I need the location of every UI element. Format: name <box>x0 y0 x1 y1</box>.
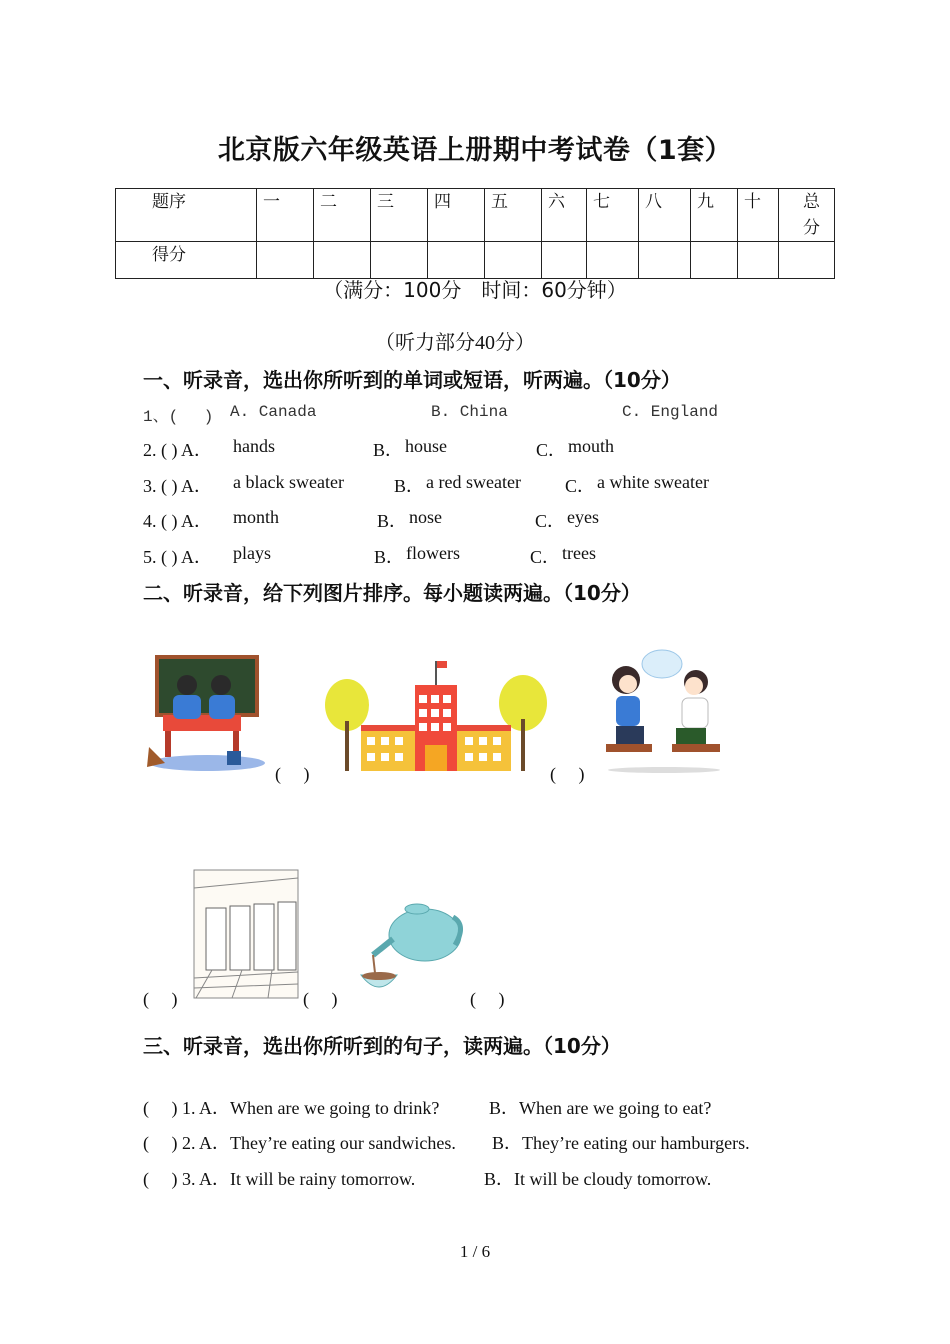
table-cell: 六 <box>542 189 587 242</box>
answer-blank-3[interactable]: ( ) <box>143 989 178 1009</box>
answer-blank-1[interactable]: ( ) <box>275 764 310 784</box>
q1-option-a: A. Canada <box>230 403 317 421</box>
table-cell: 得分 <box>116 242 257 279</box>
school-building-picture <box>325 655 547 775</box>
s3-q1-stem: ( ) 1. A．When are we going to drink? <box>143 1098 440 1118</box>
score-cell[interactable] <box>779 242 835 279</box>
q5-option-b: flowers <box>406 543 460 563</box>
score-cell[interactable] <box>371 242 428 279</box>
s3-q3-option-b: B．It will be cloudy tomorrow. <box>484 1169 712 1189</box>
table-cell: 四 <box>428 189 485 242</box>
table-cell: 九 <box>691 189 738 242</box>
restroom-picture <box>192 868 302 1002</box>
table-cell: 十 <box>738 189 779 242</box>
q2-option-a: hands <box>233 436 275 456</box>
q1-option-b: B. China <box>431 403 508 421</box>
score-table <box>115 188 835 279</box>
q1-stem: 1、( ) <box>143 408 214 426</box>
score-cell[interactable] <box>428 242 485 279</box>
score-cell[interactable] <box>587 242 639 279</box>
q3-option-b-label: B． <box>394 476 425 496</box>
q2-option-b: house <box>405 436 447 456</box>
q3-option-c: a white sweater <box>597 472 709 492</box>
table-cell: 七 <box>587 189 639 242</box>
score-cell[interactable] <box>314 242 371 279</box>
table-cell: 二 <box>314 189 371 242</box>
q4-option-a: month <box>233 507 280 527</box>
q5-stem: 5. ( ) A． <box>143 547 212 567</box>
q2-stem: 2. ( ) A． <box>143 440 212 460</box>
q4-option-b: nose <box>409 507 442 527</box>
q3-option-b: a red sweater <box>426 472 521 492</box>
q4-option-c: eyes <box>567 507 599 527</box>
score-cell[interactable] <box>257 242 314 279</box>
page-number: 1 / 6 <box>459 1242 491 1261</box>
q5-option-c-label: C． <box>530 547 561 567</box>
section2-heading: 二、听录音，给下列图片排序。每小题读两遍。（10分） <box>143 581 641 605</box>
table-cell: 一 <box>257 189 314 242</box>
q5-option-a: plays <box>233 543 271 563</box>
section1-heading: 一、听录音，选出你所听到的单词或短语，听两遍。（10分） <box>143 368 681 392</box>
table-row <box>116 242 835 279</box>
s3-q2-stem: ( ) 2. A．They’re eating our sandwiches. <box>143 1133 456 1153</box>
teapot-picture <box>355 895 467 1001</box>
s3-q3-stem: ( ) 3. A．It will be rainy tomorrow. <box>143 1169 416 1189</box>
q4-option-b-label: B． <box>377 511 408 531</box>
q5-option-b-label: B． <box>374 547 405 567</box>
q5-option-c: trees <box>562 543 596 563</box>
table-cell: 五 <box>485 189 542 242</box>
page-title: 北京版六年级英语上册期中考试卷（1套） <box>217 135 733 166</box>
q1-option-c: C. England <box>622 403 719 421</box>
q3-option-c-label: C． <box>565 476 596 496</box>
answer-blank-2[interactable]: ( ) <box>550 764 585 784</box>
score-cell[interactable] <box>639 242 691 279</box>
table-row <box>116 189 835 242</box>
s3-q2-option-b: B．They’re eating our hamburgers. <box>492 1133 750 1153</box>
table-cell: 三 <box>371 189 428 242</box>
q3-option-a: a black sweater <box>233 472 344 492</box>
girls-talking-picture <box>604 648 724 774</box>
table-cell: 八 <box>639 189 691 242</box>
q2-option-b-label: B． <box>373 440 404 460</box>
q2-option-c-label: C． <box>536 440 567 460</box>
exam-meta: （满分：100分 时间：60分钟） <box>323 278 627 302</box>
section3-heading: 三、听录音，选出你所听到的句子，读两遍。（10分） <box>143 1034 621 1058</box>
score-cell[interactable] <box>542 242 587 279</box>
score-cell[interactable] <box>485 242 542 279</box>
q3-stem: 3. ( ) A． <box>143 476 212 496</box>
score-cell[interactable] <box>691 242 738 279</box>
s3-q1-option-b: B．When are we going to eat? <box>489 1098 712 1118</box>
q4-option-c-label: C． <box>535 511 566 531</box>
table-cell: 题序 <box>116 189 257 242</box>
q2-option-c: mouth <box>568 436 615 456</box>
score-cell[interactable] <box>738 242 779 279</box>
answer-blank-5[interactable]: ( ) <box>470 989 505 1009</box>
cleaning-classroom-picture <box>143 655 271 775</box>
answer-blank-4[interactable]: ( ) <box>303 989 338 1009</box>
q4-stem: 4. ( ) A． <box>143 511 212 531</box>
listening-header: （听力部分40分） <box>375 332 535 354</box>
table-cell: 总分 <box>779 189 835 242</box>
